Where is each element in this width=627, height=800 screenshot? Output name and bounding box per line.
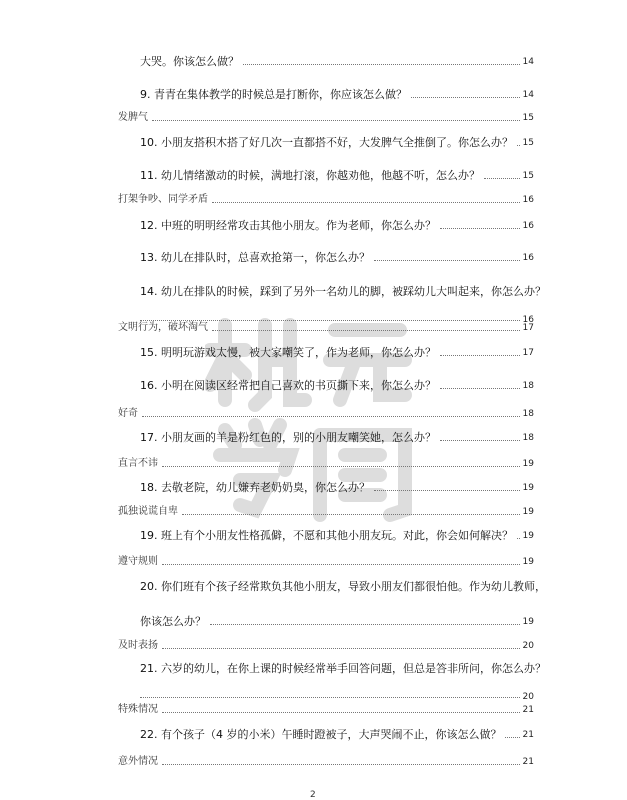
section-title: 意外情况 <box>118 756 158 767</box>
entry-title: 18. 去敬老院，幼儿嫌弃老奶奶臭，你怎么办？ <box>140 481 370 494</box>
page-ref: 16 <box>522 195 534 205</box>
entry-title: 大哭。你该怎么做？ <box>140 55 239 68</box>
dot-leader <box>440 228 520 229</box>
toc-entry[interactable] <box>0 85 627 105</box>
dot-leader <box>142 416 520 417</box>
dot-leader <box>162 712 520 713</box>
dot-leader <box>374 260 520 261</box>
entry-title: 20. 你们班有个孩子经常欺负其他小朋友，导致小朋友们都很怕他。作为幼儿教师， <box>140 580 546 593</box>
dot-leader <box>411 97 520 98</box>
toc-entry[interactable] <box>0 133 627 153</box>
section-title: 发脾气 <box>118 112 148 123</box>
dot-leader <box>162 764 520 765</box>
toc-section-heading[interactable] <box>0 108 627 128</box>
toc-entry[interactable] <box>0 659 627 702</box>
page-ref: 19 <box>522 617 534 627</box>
toc-section-heading[interactable] <box>0 404 627 424</box>
page-ref: 16 <box>522 253 534 263</box>
toc-entry[interactable] <box>0 478 627 498</box>
section-title: 直言不讳 <box>118 458 158 469</box>
page-ref: 17 <box>522 348 534 358</box>
entry-title: 13. 幼儿在排队时，总喜欢抢第一，你怎么办？ <box>140 251 370 264</box>
entry-title: 你该怎么办？ <box>140 615 206 628</box>
toc-section-heading[interactable] <box>0 318 627 338</box>
page-number: 2 <box>310 790 316 800</box>
dot-leader <box>440 355 520 356</box>
toc-section-heading[interactable] <box>0 190 627 210</box>
page-ref: 21 <box>522 757 534 767</box>
entry-title: 17. 小朋友画的羊是粉红色的，别的小朋友嘲笑她，怎么办？ <box>140 431 436 444</box>
section-title: 文明行为，破坏淘气 <box>118 322 208 333</box>
toc-entry[interactable] <box>0 725 627 745</box>
entry-title: 15. 明明玩游戏太慢，被大家嘲笑了，作为老师，你怎么办？ <box>140 346 436 359</box>
dot-leader <box>517 538 520 539</box>
page-ref: 16 <box>522 315 534 325</box>
entry-title: 16. 小明在阅读区经常把自己喜欢的书页撕下来，你怎么办？ <box>140 379 436 392</box>
page-ref: 21 <box>522 705 534 715</box>
dot-leader <box>140 697 520 698</box>
toc-section-heading[interactable] <box>0 700 627 720</box>
section-title: 特殊情况 <box>118 704 158 715</box>
page-ref: 19 <box>522 459 534 469</box>
toc-entry[interactable] <box>0 166 627 186</box>
toc-entry[interactable] <box>0 612 627 632</box>
toc-entry[interactable] <box>0 216 627 236</box>
dot-leader <box>182 514 520 515</box>
page-ref: 18 <box>522 409 534 419</box>
entry-title: 19. 班上有个小朋友性格孤僻，不愿和其他小朋友玩。对此，你会如何解决？ <box>140 529 513 542</box>
entry-title: 12. 中班的明明经常攻击其他小朋友。作为老师，你怎么办？ <box>140 219 436 232</box>
page-ref: 19 <box>522 557 534 567</box>
toc-section-heading[interactable] <box>0 752 627 772</box>
page-ref: 15 <box>522 113 534 123</box>
dot-leader <box>517 145 520 146</box>
toc-section-heading[interactable] <box>0 454 627 474</box>
dot-leader <box>162 648 520 649</box>
page-ref: 21 <box>522 730 534 740</box>
page-ref: 18 <box>522 381 534 391</box>
entry-title: 10. 小朋友搭积木搭了好几次一直都搭不好，大发脾气全推倒了。你怎么办？ <box>140 136 513 149</box>
dot-leader <box>440 440 520 441</box>
toc-section-heading[interactable] <box>0 636 627 656</box>
dot-leader <box>505 737 520 738</box>
dot-leader <box>243 64 520 65</box>
page-ref: 20 <box>522 692 534 702</box>
page-ref: 15 <box>522 171 534 181</box>
toc-entry[interactable] <box>0 428 627 448</box>
entry-title: 11. 幼儿情绪激动的时候，满地打滚，你越劝他，他越不听，怎么办？ <box>140 169 480 182</box>
entry-title: 22. 有个孩子（4 岁的小米）午睡时蹬被子，大声哭闹不止，你该怎么做？ <box>140 728 502 741</box>
dot-leader <box>440 388 520 389</box>
toc-entry[interactable] <box>0 52 627 72</box>
toc-section-heading[interactable] <box>0 502 627 522</box>
section-title: 好奇 <box>118 408 138 419</box>
entry-title: 9. 青青在集体教学的时候总是打断你，你应该怎么做？ <box>140 88 407 101</box>
toc-entry[interactable] <box>0 282 627 325</box>
section-title: 及时表扬 <box>118 640 158 651</box>
section-title: 打架争吵、同学矛盾 <box>118 194 208 205</box>
page-ref: 19 <box>522 507 534 517</box>
page-ref: 14 <box>522 57 534 67</box>
page-ref: 19 <box>522 483 534 493</box>
section-title: 孤独说谎自卑 <box>118 506 178 517</box>
dot-leader <box>484 178 520 179</box>
toc-entry[interactable] <box>0 376 627 396</box>
dot-leader <box>374 490 520 491</box>
dot-leader <box>212 202 520 203</box>
dot-leader <box>162 564 520 565</box>
dot-leader <box>212 330 520 331</box>
page-ref: 20 <box>522 641 534 651</box>
page-ref: 18 <box>522 433 534 443</box>
toc-entry[interactable] <box>0 526 627 546</box>
dot-leader <box>152 120 520 121</box>
page-ref: 19 <box>522 531 534 541</box>
toc-entry[interactable] <box>0 343 627 363</box>
toc-section-heading[interactable] <box>0 552 627 572</box>
section-title: 遵守规则 <box>118 556 158 567</box>
page-ref: 14 <box>522 90 534 100</box>
toc-entry[interactable] <box>0 248 627 268</box>
page-ref: 15 <box>522 138 534 148</box>
dot-leader <box>210 624 520 625</box>
entry-title: 21. 六岁的幼儿，在你上课的时候经常举手回答问题，但总是答非所问，你怎么办？ <box>140 662 546 675</box>
page-ref: 17 <box>522 323 534 333</box>
dot-leader <box>162 466 520 467</box>
page-ref: 16 <box>522 221 534 231</box>
toc-entry[interactable] <box>0 577 627 597</box>
entry-title: 14. 幼儿在排队的时候，踩到了另外一名幼儿的脚，被踩幼儿大叫起来，你怎么办？ <box>140 285 546 298</box>
